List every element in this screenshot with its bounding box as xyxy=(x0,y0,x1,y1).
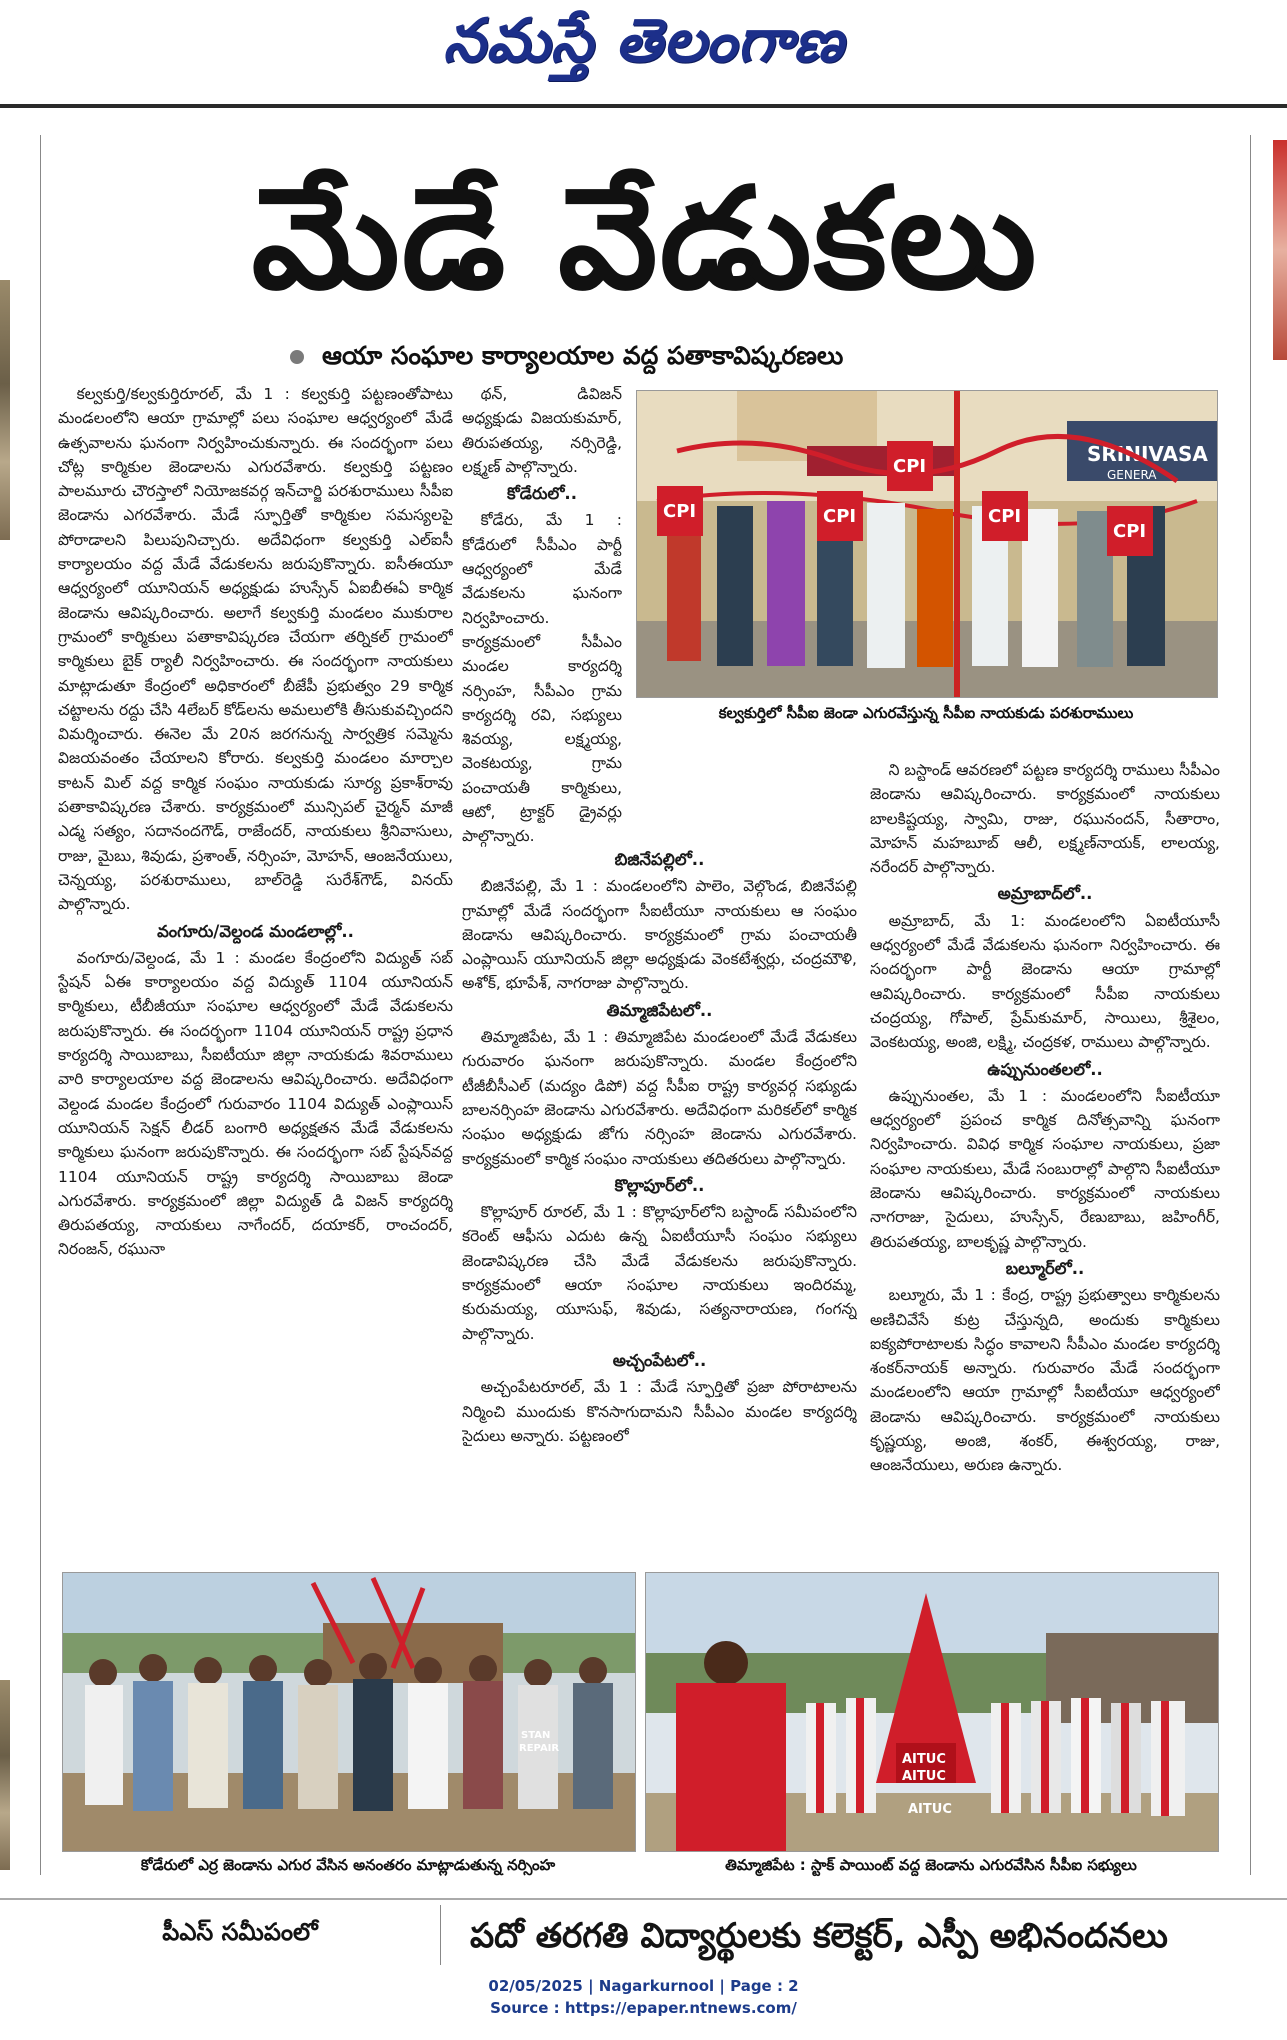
section-subheading: బిజినేపల్లిలో.. xyxy=(614,850,705,869)
cpi-flag-1: CPI xyxy=(663,501,697,522)
bullet-icon xyxy=(290,350,304,364)
article-column-1 xyxy=(58,382,453,1560)
page-footer xyxy=(0,1975,1287,2019)
article-column-2-top xyxy=(462,382,622,852)
photo-thimmajipeta-aituc-image xyxy=(646,1573,1218,1851)
headline: మేడే వేడుకలు xyxy=(251,158,1039,321)
masthead xyxy=(0,0,1287,100)
section-subheading: అమ్రాబాద్‌లో.. xyxy=(997,884,1093,904)
left-column-rule xyxy=(40,135,41,1875)
sign-genera: GENERA xyxy=(1107,468,1157,482)
article-paragraph: కల్వకుర్తి/కల్వకుర్తిరూరల్, మే 1 : కల్వకుర్తి పట్టణంతోపాటు మండలంలోని ఆయా గ్రామాల్లో పలు సంఘాల ఆధ్వర్యంలో మేడే ఉత్సవాలను ఘనంగా నిర్వహించుకున్నారు. ఈ సందర్భంగా పలు చోట్ల కార్మికుల జెండాలను ఎగురవేశారు. కల్వకుర్తి పట్టణం పాలమూరు చౌరస్తాలో నియోజకవర్గ ఇన్‌చార్జి పరశురాములు సీపీఐ జెండాను ఎగరవేశారు. మేడే స్ఫూర్తితో కార్మికుల సమస్యలపై పోరాడాలని పిలుపునిచ్చారు. అదేవిధంగా కల్వకుర్తి ఎల్‌ఐసీ కార్యాలయం వద్ద మేడే వేడుకలను జరుపుకొన్నారు. ఐసీఈయూ ఆధ్వర్యంలో యూనియన్ అధ్యక్షుడు హుస్సేన్ ఏఐబీఈఏ కార్మిక జెండాను ఆవిష్కరించారు. అలాగే కల్వకుర్తి మండలం ముకురాల గ్రామంలో కార్మికులు పతాకావిష్కరణ చేయగా తర్నికల్ గ్రామంలో కార్మికులు బైక్ ర్యాలీ నిర్వహించారు. ఈ సందర్భంగా నాయకులు మాట్లాడుతూ కేంద్రంలో అధికారంలో బీజేపీ ప్రభుత్వం 29 కార్మిక చట్టాలను రద్దు చేసి 4లేబర్ కోడ్‌లను అమలులోకి తీసుకువచ్చిందని విమర్శించారు. ఈనెల మే 20న జరగనున్న సార్వత్రిక సమ్మెను విజయవంతం చేయాలని కోరారు. కల్వకుర్తి మండలం మార్చాల కాటన్ మిల్ వద్ద కార్మిక సంఘం నాయకుడు సూర్య ప్రకాశ్‌రావు పతాకావిష్కరణ చేశారు. కార్యక్రమంలో మున్సిపల్ చైర్మన్ మాజీ ఎడ్మ సత్యం, సదానందగౌడ్, రాజేందర్, నాయకులు శ్రీనివాసులు, రాజు, మైబు, శివుడు, ప్రశాంత్, నర్సింహ, మోహన్, ఆంజనేయులు, చెన్నయ్య, పరశురాములు, బాల్‌రెడ్డి సురేశ్‌గౌడ్, వినయ్ పాల్గొన్నారు. xyxy=(58,385,453,914)
cpi-flag-3: CPI xyxy=(893,456,927,477)
cpi-flag-4: CPI xyxy=(988,506,1022,527)
bottom-divider xyxy=(0,1898,1287,1900)
bottom-column-rule xyxy=(440,1905,441,1965)
section-subheading: వంగూరు/వెల్దండ మండలాల్లో.. xyxy=(157,921,354,941)
section-subheading: బల్మూర్‌లో.. xyxy=(1005,1258,1085,1278)
footer-date-edition: 02/05/2025 | Nagarkurnool | Page : 2 xyxy=(488,1977,799,1995)
next-article-right-head: పదో తరగతి విద్యార్థులకు కలెక్టర్, ఎస్పీ అభినందనలు xyxy=(470,1916,1168,1956)
cpi-flag-2: CPI xyxy=(823,506,857,527)
article-paragraph: కొల్లాపూర్ రూరల్, మే 1 : కొల్లాపూర్‌లోని బస్టాండ్ సమీపంలోని కరెంట్ ఆఫీసు ఎదుట ఉన్న ఏఐటీయూసీ సంఘం సభ్యులు జెండావిష్కరణ చేసి మేడే వేడుకలను జరుపుకొన్నారు. కార్యక్రమంలో ఆయా సంఘాల నాయకులు ఇందిరమ్మ, కురుమయ్య, యూసుఫ్, శివుడు, సత్యనారాయణ, గంగన్న పాల్గొన్నారు. xyxy=(462,1203,857,1343)
article-paragraph: ఉప్పునుంతల, మే 1 : మండలంలోని సీఐటీయూ ఆధ్వర్యంలో ప్రపంచ కార్మిక దినోత్సవాన్ని ఘనంగా నిర్వహించారు. వివిధ కార్మిక సంఘాల నాయకులు, ప్రజా సంఘాల నాయకులు, మేడే సంబురాల్లో పాల్గొని సీఐటీయూ జెండాను ఆవిష్కరించారు. కార్యక్రమంలో నాయకులు నాగరాజు, సైదులు, హుస్సేన్, రేణుబాబు, జహింగీర్, తిరుపతయ్య, బాలకృష్ణ పాల్గొన్నారు. xyxy=(870,1086,1220,1251)
article-paragraph: బల్మూరు, మే 1 : కేంద్ర, రాష్ట్ర ప్రభుత్వాలు కార్మికులను అణిచివేసే కుట్ర చేస్తున్నది, అందుకు కార్మికులు ఐక్యపోరాటాలకు సిద్ధం కావాలని సీపీఎం మండల కార్యదర్శి శంకర్‌నాయక్ అన్నారు. గురువారం మేడే సందర్భంగా మండలంలోని ఆయా గ్రామాల్లో సీఐటీయూ ఆధ్వర్యంలో జెండాను ఆవిష్కరించారు. కార్యక్రమంలో నాయకులు కృష్ణయ్య, అంజి, శంకర్, ఈశ్వరయ్య, రాజు, ఆంజనేయులు, అరుణ ఉన్నారు. xyxy=(870,1286,1220,1475)
masthead-rule xyxy=(0,104,1287,108)
photo-caption-thimmajipeta: తిమ్మాజిపేట : స్టాక్ పాయింట్ వద్ద జెండాను ఎగురవేసిన సీపీఐ సభ్యులు xyxy=(725,1856,1137,1874)
shirt-text-stan: STAN xyxy=(521,1730,551,1741)
article-paragraph: ని బస్టాండ్ ఆవరణలో పట్టణ కార్యదర్శి రాములు సీపీఎం జెండాను ఆవిష్కరించారు. కార్యక్రమంలో నాయకులు బాలకిష్టయ్య, స్వామి, రాజు, రఘునందన్, సీతారాం, మోహన్ మహబూబ్ ఆలీ, లక్ష్మణ్‌నాయక్, లాలయ్య, నరేందర్ పాల్గొన్నారు. xyxy=(870,761,1220,877)
article-paragraph: కోడేరు, మే 1 : కోడేరులో సీపీఎం పార్టీ ఆధ్వర్యంలో మేడే వేడుకలను ఘనంగా నిర్వహించారు. కార్యక్రమంలో సీపీఎం మండల కార్యదర్శి నర్సింహ, సీపీఎం గ్రామ కార్యదర్శి రవి, సభ్యులు శివయ్య, లక్ష్మయ్య, వెంకటయ్య, గ్రామ పంచాయతీ కార్మికులు, ఆటో, ట్రాక్టర్ డ్రైవర్లు పాల్గొన్నారు. xyxy=(462,511,622,846)
photo-kodair-meeting xyxy=(62,1572,636,1852)
cpi-flag-5: CPI xyxy=(1113,521,1147,542)
article-column-3 xyxy=(870,758,1220,1560)
right-column-rule xyxy=(1250,135,1251,1875)
left-neighbor-photo xyxy=(0,280,10,540)
photo-caption-kalwakurthy: కల్వకుర్తిలో సీపీఐ జెండా ఎగురవేస్తున్న సీపీఐ నాయకుడు పరశురాములు xyxy=(718,704,1134,722)
article-paragraph: థన్, డివిజన్ అధ్యక్షుడు విజయకుమార్, తిరుపతయ్య, నర్సిరెడ్డి, లక్ష్మణ్ పాల్గొన్నారు. xyxy=(462,385,622,476)
section-subheading: ఉప్పునుంతలలో.. xyxy=(987,1059,1103,1079)
article-paragraph: అమ్రాబాద్, మే 1: మండలంలోని ఏఐటీయూసీ ఆధ్వర్యంలో మేడే వేడుకలను ఘనంగా నిర్వహించారు. ఈ సందర్భంగా పార్టీ జెండాను ఆయా గ్రామాల్లో ఆవిష్కరించారు. కార్యక్రమంలో సీపీఐ నాయకులు చంద్రయ్య, గోపాల్, ప్రేమ్‌కుమార్, సాయిలు, శ్రీశైలం, వెంకటయ్య, అంజి, లక్ష్మి, చంద్రకళ, రాములు పాల్గొన్నారు. xyxy=(870,911,1220,1052)
section-subheading: కోడేరులో.. xyxy=(507,484,577,504)
section-subheading: అచ్చంపేటలో.. xyxy=(612,1350,707,1370)
next-article-left-head: పీఎస్ సమీపంలో xyxy=(162,1918,318,1946)
article-paragraph: బిజినేపల్లి, మే 1 : మండలంలోని పాలెం, వెల్గొండ, బిజినేపల్లి గ్రామాల్లో మేడే సందర్భంగా సీఐటీయూ నాయకులు ఆ సంఘం జెండాను ఆవిష్కరించారు. కార్యక్రమంలో గ్రామ పంచాయతీ ఎంప్లాయిస్ యూనియన్ జిల్లా అధ్యక్షుడు వెంకటేశ్వర్లు, చంద్రమౌళి, అశోక్, భూపేశ్, నాగరాజు పాల్గొన్నారు. xyxy=(462,877,857,993)
sign-srinivasa: SRINIVASA xyxy=(1087,442,1208,466)
aituc-banner-3: AITUC xyxy=(908,1802,952,1817)
section-subheading: తిమ్మాజిపేటలో.. xyxy=(606,1000,713,1020)
section-subheading: కొల్లాపూర్‌లో.. xyxy=(614,1175,705,1195)
photo-kalwakurthy-cpi xyxy=(636,390,1218,698)
masthead-title: నమస్తే తెలంగాణ xyxy=(442,6,845,76)
subheadline-text: ఆయా సంఘాల కార్యాలయాల వద్ద పతాకావిష్కరణలు xyxy=(322,341,844,370)
photo-caption-kodair: కోడేరులో ఎర్ర జెండాను ఎగుర వేసిన అనంతరం మాట్లాడుతున్న నర్సింహ xyxy=(140,1856,556,1874)
photo-kalwakurthy-cpi-image xyxy=(637,391,1217,697)
article-paragraph: అచ్చంపేటరూరల్, మే 1 : మేడే స్ఫూర్తితో ప్రజా పోరాటాలను నిర్మించి ముందుకు కొనసాగుదామని సీపీఎం మండల కార్యదర్శి సైదులు అన్నారు. పట్టణంలో xyxy=(462,1378,857,1445)
right-neighbor-strip xyxy=(1255,140,1287,1940)
aituc-banner-2: AITUC xyxy=(902,1769,946,1784)
aituc-banner-1: AITUC xyxy=(902,1752,946,1767)
left-neighbor-strip xyxy=(0,140,38,1940)
left-neighbor-photo-2 xyxy=(0,1680,10,1870)
photo-thimmajipeta-aituc xyxy=(645,1572,1219,1852)
article-column-2 xyxy=(462,845,857,1560)
article-paragraph: వంగూరు/వెల్దండ, మే 1 : మండల కేంద్రంలోని విద్యుత్ సబ్ స్టేషన్ ఏఈ కార్యాలయం వద్ద విద్యుత్ 1104 యూనియన్ కార్మికులు, టీబీజీయూ సంఘాల ఆధ్వర్యంలో మేడే వేడుకలను జరుపుకొన్నారు. ఈ సందర్భంగా 1104 యూనియన్ రాష్ట్ర ప్రధాన కార్యదర్శి సాయిబాబు, సీఐటీయూ జిల్లా నాయకుడు శివరాములు వారి కార్యాలయాల వద్ద జెండాలను ఆవిష్కరించారు. అదేవిధంగా వెల్దండ మండల కేంద్రంలో గురువారం 1104 విద్యుత్ ఎంప్లాయిస్ యూనియన్ సెక్షన్ లీడర్ బంగారి అధ్యక్షతన మేడే వేడుకలను కార్మికులు ఘనంగా జరుపుకొన్నారు. ఈ సందర్భంగా సబ్ స్టేషన్‌వద్ద 1104 యూనియన్ రాష్ట్ర కార్యదర్శి సాయిబాబు జెండా ఎగురవేశారు. కార్యక్రమంలో జిల్లా విద్యుత్ డి విజన్ కార్యదర్శి తిరుపతయ్య, నాయకులు నాగేందర్, దయాకర్, రాంచందర్, నిరంజన్, రఘునా xyxy=(58,948,453,1259)
subheadline xyxy=(290,338,1090,374)
footer-source-link[interactable]: Source : https://epaper.ntnews.com/ xyxy=(490,1999,797,2017)
photo-kodair-meeting-image xyxy=(63,1573,635,1851)
shirt-text-repair: REPAIR xyxy=(519,1743,560,1754)
right-neighbor-photo xyxy=(1273,140,1287,360)
article-paragraph: తిమ్మాజిపేట, మే 1 : తిమ్మాజిపేట మండలంలో మేడే వేడుకలు గురువారం ఘనంగా జరుపుకొన్నారు. మండల కేంద్రంలోని టీజీబీసీఎల్ (మద్యం డిపో) వద్ద సీపీఐ రాష్ట్ర కార్యవర్గ సభ్యుడు బాలనర్సింహ జెండాను ఎగురవేశారు. అదేవిధంగా మరికల్‌లో కార్మిక సంఘం అధ్యక్షుడు జోగు నర్సింహ జెండాను ఎగురవేశారు. కార్యక్రమంలో కార్మిక సంఘం నాయకులు తదితరులు పాల్గొన్నారు. xyxy=(462,1028,857,1168)
